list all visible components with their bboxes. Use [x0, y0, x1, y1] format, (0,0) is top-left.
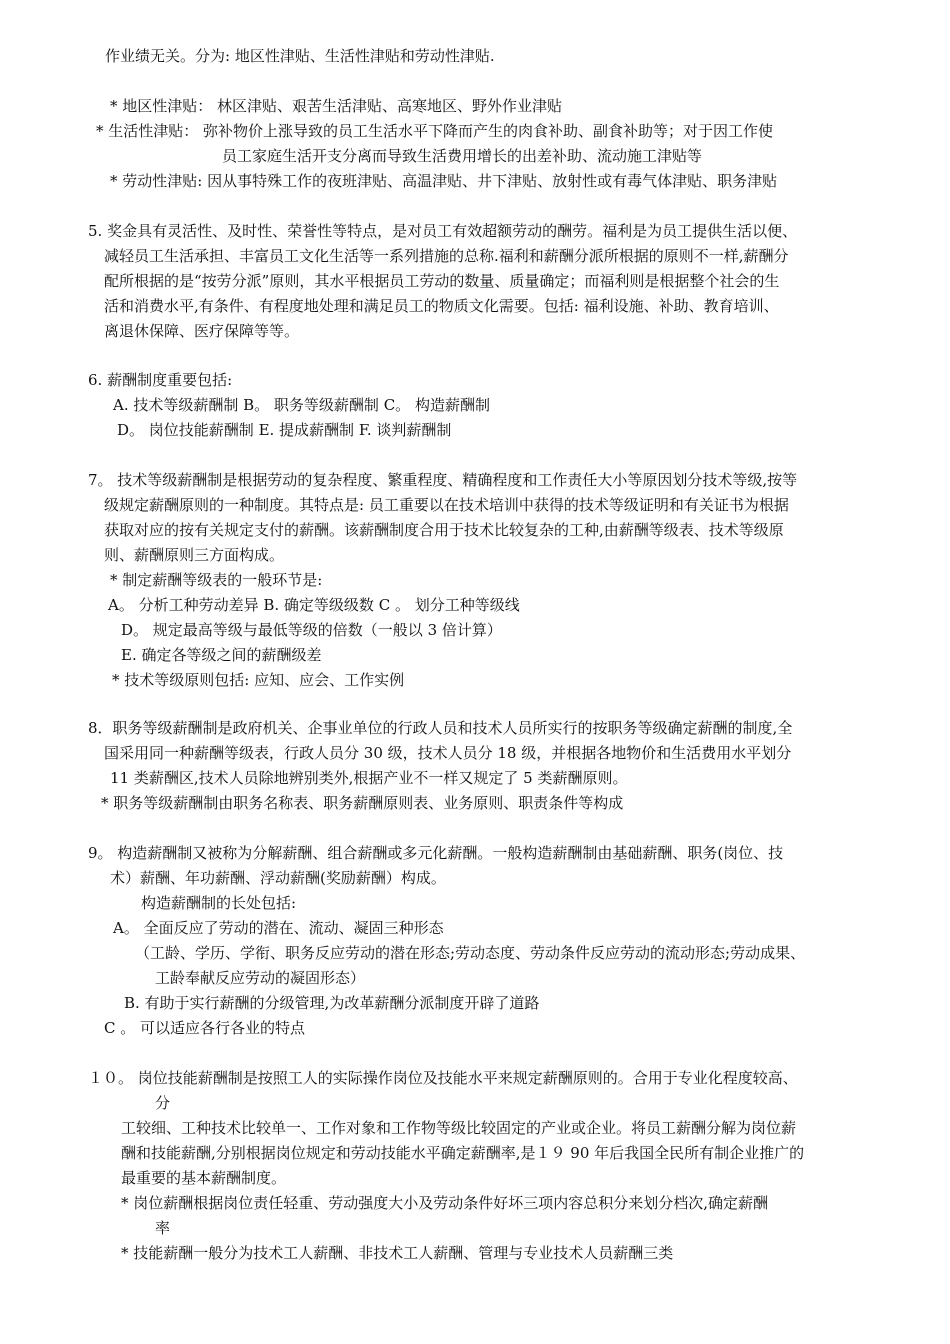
bullet-line: * 地区性津贴： 林区津贴、艰苦生活津贴、高寒地区、野外作业津贴	[110, 97, 563, 115]
paragraph-line: 级规定薪酬原则的一种制度。其特点是: 员工重要以在技术培训中获得的技术等级证明和有关证书为根据	[104, 496, 789, 514]
paragraph-line: 获取对应的按有关规定支付的薪酬。该薪酬制度合用于技术比较复杂的工种,由薪酬等级表、技术等级原	[104, 521, 784, 539]
paragraph-line: 9。 构造薪酬制又被称为分解薪酬、组合薪酬或多元化薪酬。一般构造薪酬制由基础薪酬、职务(岗位、技	[88, 844, 784, 862]
bullet-line: * 技术等级原则包括: 应知、应会、工作实例	[112, 671, 405, 689]
paragraph-line: 离退休保障、医疗保障等等。	[104, 322, 300, 340]
paragraph-line: 配所根据的是“按劳分派”原则，其水平根据员工劳动的数量、质量确定；而福利则是根据整个社会的生	[104, 272, 780, 290]
paragraph-line: 术）薪酬、年功薪酬、浮动薪酬(奖励薪酬）构成。	[110, 869, 446, 887]
paragraph-line: 酬和技能薪酬,分别根据岗位规定和劳动技能水平确定薪酬率,是１９ 90 年后我国全民所有制企业推广的	[121, 1144, 805, 1162]
bullet-line: * 生活性津贴： 弥补物价上涨导致的员工生活水平下降而产生的肉食补助、副食补助等；对于因工作使	[96, 122, 774, 140]
option-line: B. 有助于实行薪酬的分级管理,为改革薪酬分派制度开辟了道路	[124, 994, 540, 1012]
bullet-line: * 技能薪酬一般分为技术工人薪酬、非技术工人薪酬、管理与专业技术人员薪酬三类	[121, 1244, 674, 1262]
paragraph-line: 活和消费水平,有条件、有程度地处理和满足员工的物质文化需要。包括: 福利设施、补助、教育培训、	[104, 297, 779, 315]
option-line: D。 规定最高等级与最低等级的倍数（一般以 3 倍计算）	[121, 621, 502, 639]
paragraph-line: 作业绩无关。分为: 地区性津贴、生活性津贴和劳动性津贴.	[105, 47, 495, 65]
paragraph-line: 工较细、工种技术比较单一、工作对象和工作物等级比较固定的产业或企业。将员工薪酬分解为岗位薪	[121, 1119, 797, 1137]
option-line: A。 分析工种劳动差异 B. 确定等级级数 C 。 划分工种等级线	[108, 596, 520, 614]
option-line: A。 全面反应了劳动的潜在、流动、凝固三种形态	[113, 919, 444, 937]
option-line: A. 技术等级薪酬制 B。 职务等级薪酬制 C。 构造薪酬制	[113, 396, 490, 414]
bullet-line: 员工家庭生活开支分离而导致生活费用增长的出差补助、流动施工津贴等	[222, 147, 703, 165]
paragraph-line: （工龄、学历、学衔、职务反应劳动的潜在形态;劳动态度、劳动条件反应劳动的流动形态;劳动成果、	[135, 944, 806, 962]
paragraph-line: 减轻员工生活承担、丰富员工文化生活等一系列措施的总称.福利和薪酬分派所根据的原则不一样,薪酬分	[104, 247, 789, 265]
paragraph-line: 国采用同一种薪酬等级表，行政人员分 30 级，技术人员分 18 级，并根据各地物价和生活费用水平划分	[104, 744, 792, 762]
bullet-line: * 劳动性津贴: 因从事特殊工作的夜班津贴、高温津贴、井下津贴、放射性或有毒气体津贴、职务津贴	[110, 172, 778, 190]
bullet-line: * 岗位薪酬根据岗位责任轻重、劳动强度大小及劳动条件好坏三项内容总积分来划分档次,确定薪酬	[121, 1194, 769, 1212]
section-heading: 6. 薪酬制度重要包括:	[88, 371, 233, 389]
option-line: C 。 可以适应各行各业的特点	[104, 1019, 306, 1037]
option-line: D。 岗位技能薪酬制 E. 提成薪酬制 F. 谈判薪酬制	[117, 421, 452, 439]
paragraph-line: 7。 技术等级薪酬制是根据劳动的复杂程度、繁重程度、精确程度和工作责任大小等原因划分技术等级,按等	[88, 471, 798, 489]
bullet-line: * 制定薪酬等级表的一般环节是:	[110, 571, 323, 589]
paragraph-line: 最重要的基本薪酬制度。	[121, 1169, 287, 1187]
paragraph-line: 5. 奖金具有灵活性、及时性、荣誉性等特点，是对员工有效超额劳动的酬劳。福利是为员工提供生活以便、	[88, 222, 798, 240]
bullet-line: * 职务等级薪酬制由职务名称表、职务薪酬原则表、业务原则、职责条件等构成	[101, 794, 624, 812]
paragraph-line: 则、薪酬原则三方面构成。	[104, 546, 285, 564]
option-line: E. 确定各等级之间的薪酬级差	[121, 646, 322, 664]
paragraph-line: 11 类薪酬区,技术人员除地辨别类外,根据产业不一样又规定了 5 类薪酬原则。	[110, 769, 628, 787]
paragraph-line: 8．职务等级薪酬制是政府机关、企事业单位的行政人员和技术人员所实行的按职务等级确定薪酬的制度,全	[88, 719, 793, 737]
paragraph-line: 构造薪酬制的长处包括:	[141, 894, 297, 912]
paragraph-line: 分	[155, 1094, 171, 1112]
paragraph-line: １０。 岗位技能薪酬制是按照工人的实际操作岗位及技能水平来规定薪酬原则的。合用于专业化程度较高、	[88, 1069, 798, 1087]
bullet-line: 率	[155, 1219, 171, 1237]
paragraph-line: 工龄奉献反应劳动的凝固形态）	[155, 969, 366, 987]
